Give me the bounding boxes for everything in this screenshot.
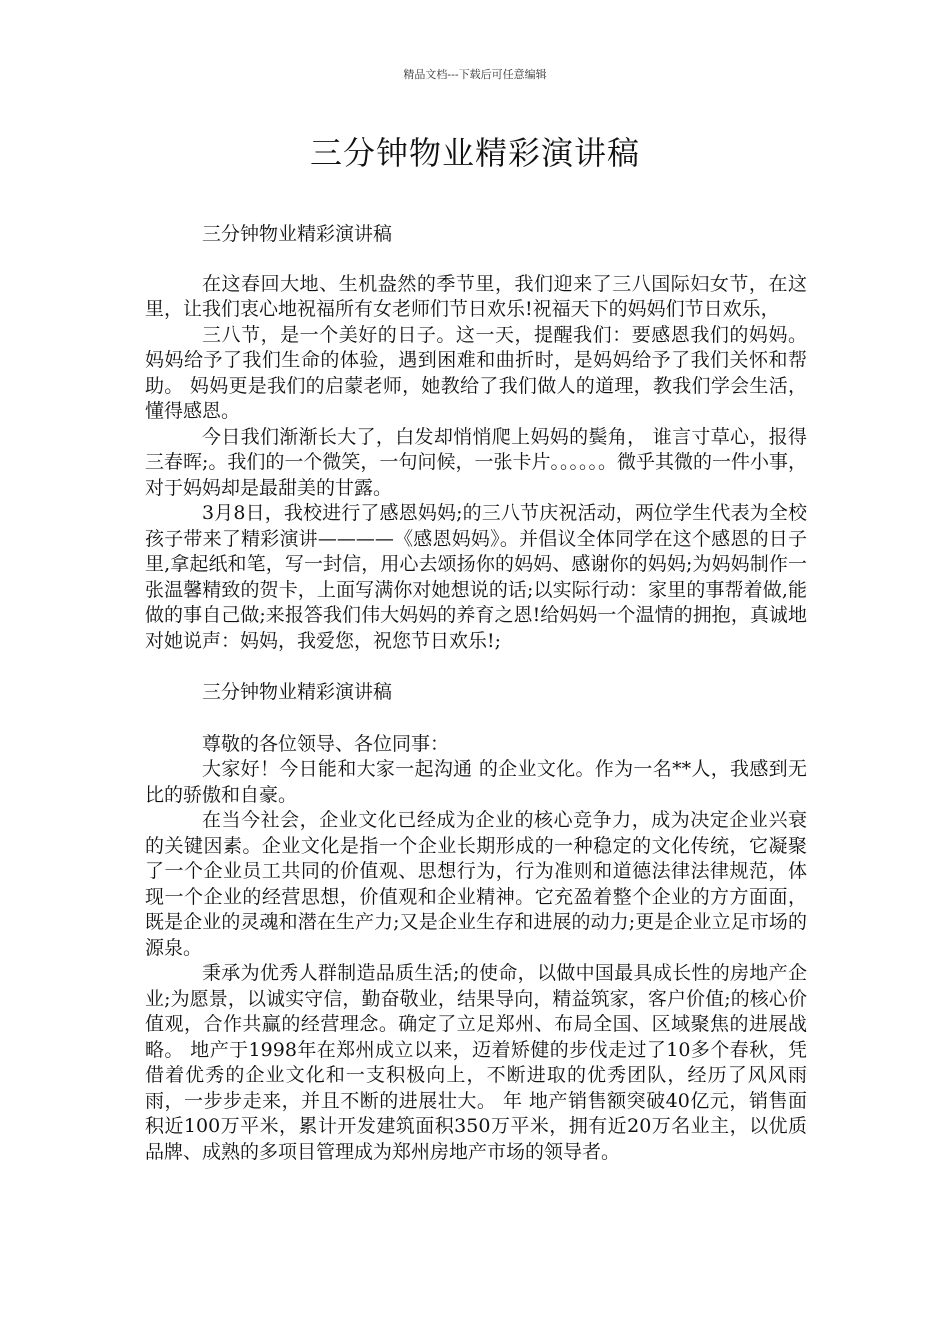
- header-note: 精品文档---下载后可任意编辑: [403, 68, 547, 81]
- section-heading: 三分钟物业精彩演讲稿: [202, 223, 393, 245]
- section-heading: 三分钟物业精彩演讲稿: [202, 681, 393, 703]
- paragraph: 三八节，是一个美好的日子。这一天，提醒我们：要感恩我们的妈妈。妈妈给予了我们生命的体验，遇到困难和曲折时，是妈妈给予了我们关怀和帮助。 妈妈更是我们的启蒙老师，她教给了我们做人的道理，教我们学会生活，懂得感恩。: [145, 323, 807, 422]
- paragraph: 在这春回大地、生机盎然的季节里，我们迎来了三八国际妇女节，在这里，让我们衷心地祝福所有女老师们节日欢乐!祝福天下的妈妈们节日欢乐，: [145, 272, 807, 320]
- paragraph: 在当今社会，企业文化已经成为企业的核心竞争力，成为决定企业兴衰的关键因素。企业文化是指一个企业长期形成的一种稳定的文化传统，它凝聚了一个企业员工共同的价值观、思想行为，行为准则和道德法律法律规范，体现一个企业的经营思想，价值观和企业精神。它充盈着整个企业的方方面面，既是企业的灵魂和潜在生产力;又是企业生存和进展的动力;更是企业立足市场的源泉。: [145, 809, 807, 959]
- document-body: [145, 222, 807, 1165]
- paragraph: 秉承为优秀人群制造品质生活;的使命，以做中国最具成长性的房地产企业;为愿景，以诚实守信，勤奋敬业，结果导向，精益筑家，客户价值;的核心价值观，合作共赢的经营理念。确定了立足郑州、布局全国、区域聚焦的进展战略。 地产于1998年在郑州成立以来，迈着矫健的步伐走过了10多个春秋，凭借着优秀的企业文化和一支积极向上，不断进取的优秀团队，经历了风风雨雨，一步步走来，并且不断的进展壮大。 年 地产销售额突破40亿元，销售面积近100万平米，累计开发建筑面积350万平米，拥有近20万名业主，以优质品牌、成熟的多项目管理成为郑州房地产市场的领导者。: [145, 962, 807, 1163]
- paragraph: 今日我们渐渐长大了，白发却悄悄爬上妈妈的鬓角， 谁言寸草心，报得三春晖;。我们的一个微笑，一句问候，一张卡片。。。。。。微乎其微的一件小事，对于妈妈却是最甜美的甘露。: [145, 425, 807, 499]
- paragraph: 3月8日，我校进行了感恩妈妈;的三八节庆祝活动，两位学生代表为全校孩子带来了精彩演讲————《感恩妈妈》。并倡议全体同学在这个感恩的日子里,拿起纸和笔，写一封信，用心去颂扬你的妈妈、感谢你的妈妈;为妈妈制作一张温馨精致的贺卡，上面写满你对她想说的话;以实际行动：家里的事帮着做,能做的事自己做;来报答我们伟大妈妈的养育之恩!给妈妈一个温情的拥抱，真诚地对她说声：妈妈，我爱您，祝您节日欢乐!;: [145, 502, 807, 652]
- paragraph: 大家好！今日能和大家一起沟通 的企业文化。作为一名**人，我感到无比的骄傲和自豪。: [145, 758, 807, 806]
- greeting: 尊敬的各位领导、各位同事：: [202, 732, 450, 755]
- document-title: 三分钟物业精彩演讲稿: [309, 134, 640, 172]
